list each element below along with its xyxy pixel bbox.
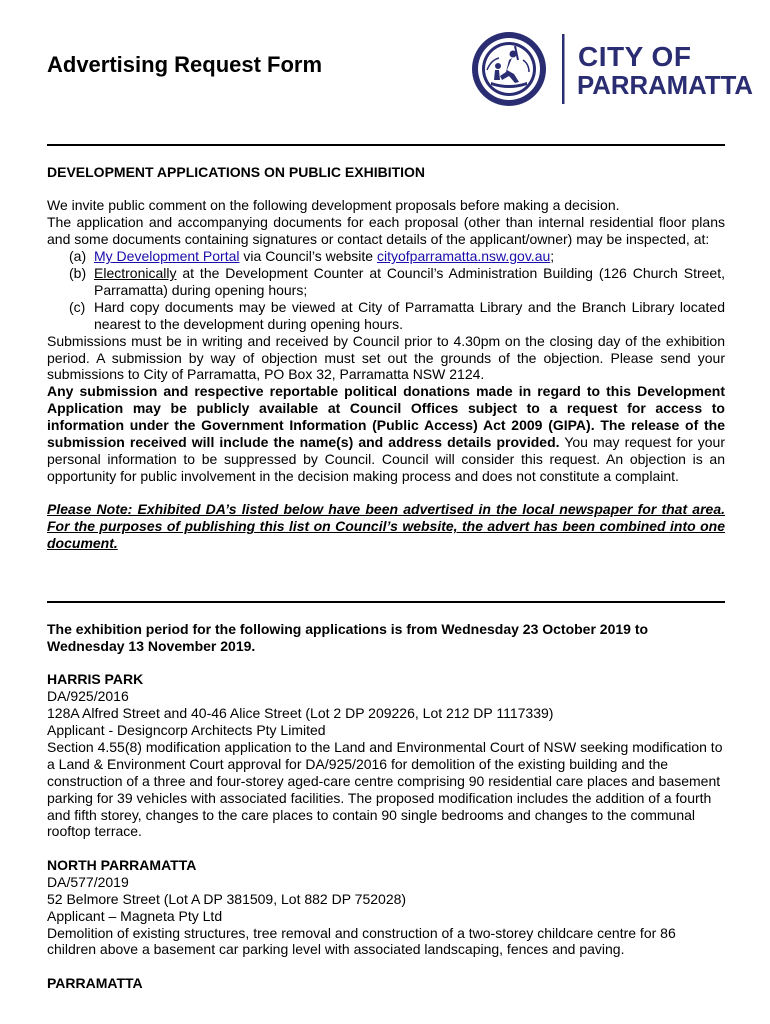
gipa-notice: Any submission and respective reportable political donations made in regard to this Development Application may be publicly available at Council Offices subject to a request for access to information under the Government Information (Public Access) Act 2009 (GIPA). The release of the submission received will include the name(s) and address details provided.	[47, 383, 725, 451]
document-page	[47, 0, 754, 991]
logo-svg	[469, 30, 759, 110]
application-da-number: DA/925/2016	[47, 688, 129, 705]
exhibition-period: The exhibition period for the following applications is from Wednesday 23 October 2019 to Wednesday 13 November 2019.	[47, 621, 649, 654]
item-marker: (b)	[69, 265, 87, 282]
logo-text-city-of: CITY OF	[578, 41, 692, 72]
logo-divider	[562, 34, 565, 104]
inspection-item-a	[47, 248, 725, 265]
item-b-underlined: Electronically	[94, 265, 177, 282]
application-suburb: HARRIS PARK	[47, 671, 144, 688]
application-entry	[47, 975, 725, 992]
application-entry	[47, 671, 725, 840]
intro-section	[47, 164, 725, 552]
council-website-link[interactable]: cityofparramatta.nsw.gov.au	[377, 248, 551, 265]
divider-top	[47, 144, 725, 146]
application-applicant: Applicant - Designcorp Architects Pty Limited	[47, 722, 326, 739]
application-entry	[47, 857, 725, 958]
please-note: Please Note: Exhibited DA’s listed below have been advertised in the local newspaper for that area. For the purposes of publishing this list on Council’s website, the advert has been combined into one document.	[47, 501, 725, 552]
submissions-paragraph: Submissions must be in writing and received by Council prior to 4.30pm on the closing day of the exhibition period. A submission by way of objection must set out the grounds of the objection. Please send your submissions to City of Parramatta, PO Box 32, Parramatta NSW 2124.	[47, 332, 725, 383]
inspection-item-b	[47, 265, 725, 299]
application-suburb: PARRAMATTA	[47, 974, 143, 991]
logo-text-parramatta: PARRAMATTA	[577, 70, 754, 100]
city-of-parramatta-logo	[469, 30, 759, 110]
privacy-closing-text: You may request for your personal information to be suppressed by Council. Council will consider this request. An objection is an opportunity for public involvement in the decision making process and does not constitute a complaint.	[47, 434, 725, 484]
item-a-mid-text: via Council’s website	[239, 248, 377, 265]
privacy-paragraph	[47, 383, 725, 484]
intro-line-1: We invite public comment on the following development proposals before making a decision.	[47, 197, 620, 214]
emblem-icon	[472, 32, 546, 106]
application-description: Section 4.55(8) modification application to the Land and Environmental Court of NSW seeking modification to a Land & Environment Court approval for DA/925/2016 for demolition of the existing building and the construction of a three and four-storey aged-care centre comprising 90 residential care places and basement parking for 39 vehicles with associated facilities. The proposed modification includes the addition of a fourth and fifth storey, changes to the care places to contain 90 single bedrooms and changes to the communal rooftop terrace.	[47, 738, 723, 840]
item-b-text: at the Development Counter at Council’s Administration Building (126 Church Street, Parramatta) during opening hours;	[94, 265, 725, 298]
application-description: Demolition of existing structures, tree removal and construction of a two-storey childcare centre for 86 children above a basement car parking level with associated landscaping, fences and paving.	[47, 924, 676, 958]
page-title: Advertising Request Form	[47, 52, 323, 77]
inspection-list	[47, 248, 725, 333]
divider-bottom	[47, 601, 725, 603]
application-applicant: Applicant – Magneta Pty Ltd	[47, 907, 223, 924]
application-da-number: DA/577/2019	[47, 873, 129, 890]
item-a-end: ;	[550, 248, 555, 265]
intro-line-2: The application and accompanying documents for each proposal (other than internal residential floor plans and some documents containing signatures or contact details of the applicant/owner) may be inspected, at:	[47, 214, 725, 248]
item-marker: (a)	[69, 248, 87, 265]
application-address: 128A Alfred Street and 40-46 Alice Street (Lot 2 DP 209226, Lot 212 DP 1117339)	[47, 705, 554, 722]
application-address: 52 Belmore Street (Lot A DP 381509, Lot 882 DP 752028)	[47, 890, 407, 907]
application-suburb: NORTH PARRAMATTA	[47, 856, 197, 873]
my-development-portal-link[interactable]: My Development Portal	[94, 248, 240, 265]
item-c-text: Hard copy documents may be viewed at City of Parramatta Library and the Branch Library located nearest to the development during opening hours.	[94, 298, 725, 332]
item-marker: (c)	[69, 298, 86, 315]
applications-section	[47, 621, 725, 992]
header	[47, 0, 754, 110]
section-heading: DEVELOPMENT APPLICATIONS ON PUBLIC EXHIBITION	[47, 164, 426, 180]
inspection-item-c	[47, 299, 725, 333]
